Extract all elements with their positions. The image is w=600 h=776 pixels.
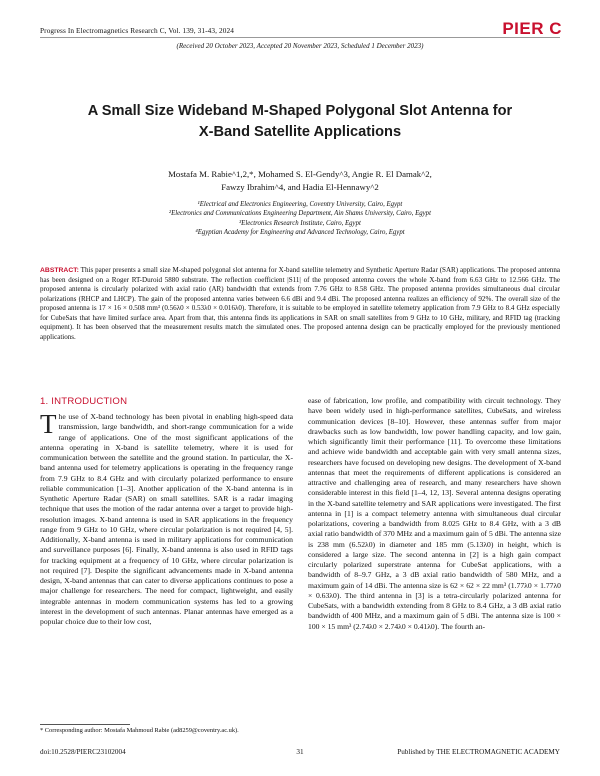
footnote-rule [40,724,130,725]
body-column-right [308,396,561,632]
affiliation-2: ²Electronics and Communications Engineering Department, Ain Shams University, Cairo, Egypt [169,210,431,218]
abstract-text: This paper presents a small size M-shaped polygonal slot antenna for X-band satellite telemetry and Synthetic Aperture Radar (SAR) applications. The proposed antenna has been designed on a Roger RT-Duroid 5880 substrate. The reflection coefficient |S11| of the proposed antenna covers the whole X-band from 6.63 GHz to 12.566 GHz. The proposed antenna is circularly polarized with axial ratio (AR) bandwidth that extends from 7.76 GHz to 8.58 GHz. The proposed antenna provides simultaneous dual circular polarizations (RHCP and LHCP). The gain of the proposed antenna varies between 6.6 dBi and 9.4 dBi. The proposed antenna realizes an efficiency of 92%. The overall size of the proposed antenna is 17 × 16 × 0.508 mm³ (0.56λ0 × 0.53λ0 × 0.016λ0). Therefore, it is suitable to be employed in satellite telemetry application from 7.9 GHz to 8.4 GHz especially for CubeSats that have limited surface area. Apart from that, this antenna finds its applications in SAR on small satellites from 9 GHz to 10 GHz, military, and RFID tag (tracking equipment). It has been observed that the measurement results match the simulated ones. The proposed antenna design can be practically employed for the previously mentioned applications. [40,266,560,341]
body-column-left [40,409,293,627]
affiliation-1: ¹Electrical and Electronics Engineering, Coventry University, Cairo, Egypt [197,201,403,208]
paper-title [60,101,540,143]
pier-c-logo: PIER C [502,19,562,38]
header-rule [40,37,560,38]
page-number: 31 [296,748,304,756]
authors-line-2: Fawzy Ibrahim^4, and Hadia El-Hennawy^2 [221,181,379,192]
author-list [120,168,480,193]
affiliation-3: ³Electronics Research Institute, Cairo, Egypt [239,219,361,227]
section-heading-introduction: 1. INTRODUCTION [40,396,128,407]
affiliation-4: ⁴Egyptian Academy for Engineering and Advanced Technology, Cairo, Egypt [195,229,405,237]
affiliations [80,200,520,238]
intro-paragraph-left: he use of X-band technology has been pivotal in enabling high-speed data transmission, large bandwidth, and short-range communication for a wide range of applications. One of the most significant applications of the antenna operating in X-band is satellite telemetry, where it is used for communication between the satellite and the ground station. In particular, the X-band antenna used for telemetry applications is operating in the frequency range from 7.9 GHz to 8.4 GHz and with circularly polarized performance to ensure reliable communication [1–3]. Another application of the X-band antenna is in Synthetic Aperture Radar (SAR) on small satellites. SAR is a radar imaging technique that uses the motion of the radar antenna over a target to provide high-resolution images. X-band antenna is used in SAR applications in the frequency range from 9 GHz to 10 GHz, where circular polarization is not required [4, 5]. Additionally, X-band antenna is used in military applications for communication and surveillance purposes [6]. Finally, X-band antenna is also used in RFID tags for tracking equipment at a frequency of 10 GHz, where circular polarization is not required [7]. Despite the significant advancements made in X-band antenna design, X-band antennas that can cater to diverse applications continues to pose a major challenge for researchers. The need for compact, lightweight, and easily integrable antennas in modern communication systems has led to a growing interest in the development of such antennas. Planar antennas have emerged as a popular choice due to their low cost, [40,412,293,626]
journal-header: Progress In Electromagnetics Research C, Vol. 139, 31-43, 2024 [40,26,234,35]
dropcap-letter: T [40,409,57,439]
corresponding-author-footnote: * Corresponding author: Mostafa Mahmoud Rabie (ad8259@coventry.ac.uk). [40,727,239,734]
authors-line-1: Mostafa M. Rabie^1,2,*, Mohamed S. El-Gendy^3, Angie R. El Damak^2, [168,169,432,179]
abstract-label: ABSTRACT: [40,267,79,274]
doi-link[interactable]: doi:10.2528/PIERC23102004 [40,748,126,756]
abstract [40,266,560,342]
intro-paragraph-right: ease of fabrication, low profile, and compatibility with circuit technology. They have been widely used in high-performance satellites, CubeSats, and wireless communication devices [8–10]. However, these antennas suffer from major drawbacks such as low bandwidth, low power handling capacity, and low gain, which significantly limit their performance [11]. To overcome these limitations and achieve wide bandwidth and acceptable gain with very small antenna sizes, researchers have focused on developing new designs. The development of X-band antennas that meet the requirements of different applications is considered an attractive and challenging area of research, and many researchers have shown considerable interest in this field [1–4, 12, 13]. Several antenna designs operating in the X-band satellite telemetry and SAR applications were investigated. The first antenna in [1] is a compact telemetry antenna with simultaneous dual circular polarizations, covering a bandwidth from 8.025 GHz to 8.4 GHz, with a 3 dB axial ratio bandwidth of 370 MHz and a maximum gain of 5 dBi. The antenna size is 238 mm (6.52λ0) in diameter and 185 mm (5.13λ0) in height, which is considered a large size. The second antenna in [2] is a high gain compact circularly polarized superstrate antenna for CubeSat applications, with a bandwidth of 8–9.7 GHz, a 3 dB axial ratio bandwidth of 580 MHz, and a maximum gain of 14 dBi. The antenna size is 62 × 62 × 22 mm³ (1.77λ0 × 1.77λ0 × 0.63λ0). The third antenna in [3] is a tetra-circularly polarized antenna for CubeSats, with a bandwidth extending from 8 GHz to 8.4 GHz, a 3 dB axial ratio bandwidth of 400 MHz, and a maximum gain of 5 dBi. The antenna size is 100 × 100 × 15 mm³ (2.74λ0 × 2.74λ0 × 0.41λ0). The fourth an- [308,396,561,631]
title-line-1: A Small Size Wideband M-Shaped Polygonal Slot Antenna for [87,103,513,119]
publisher-note: Published by THE ELECTROMAGNETIC ACADEMY [397,748,560,756]
submission-dates: (Received 20 October 2023, Accepted 20 November 2023, Scheduled 1 December 2023) [176,42,424,50]
title-line-2: X-Band Satellite Applications [198,124,402,140]
